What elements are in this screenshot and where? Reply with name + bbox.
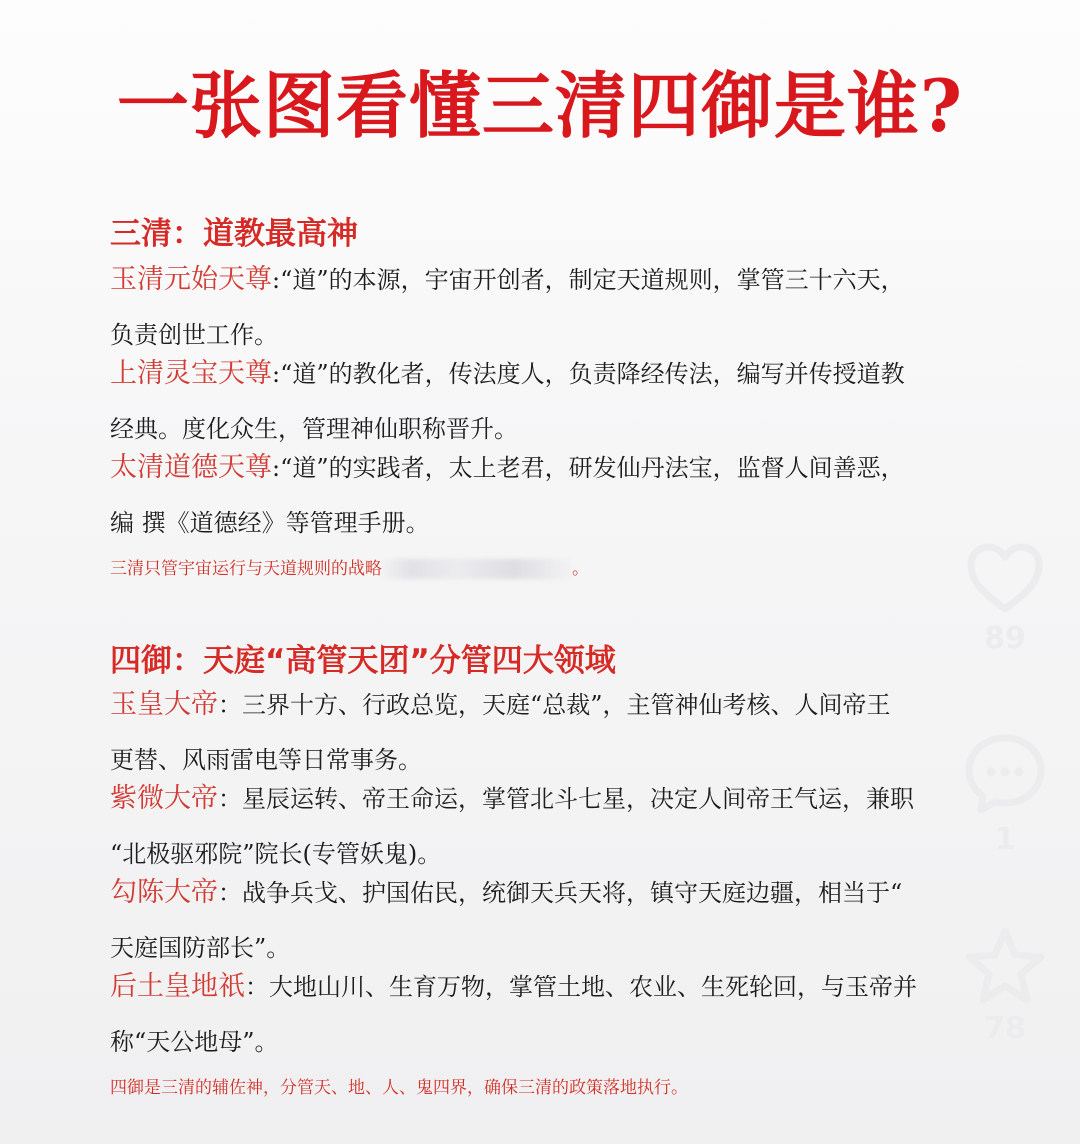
deity-name: 紫微大帝: [110, 783, 218, 814]
favorite-count: 78: [984, 1011, 1026, 1046]
deity-desc: 星辰运转、帝王命运，掌管北斗七星，决定人间帝王气运，兼职: [242, 785, 914, 813]
deity-desc: 三界十方、行政总览，天庭“总裁”，主管神仙考核、人间帝王: [242, 691, 891, 719]
deity-name: 后土皇地祇: [110, 971, 245, 1002]
comment-icon: [963, 732, 1047, 816]
siyu-heading: 四御：天庭“高管天团”分管四大领域: [110, 643, 616, 679]
like-count: 89: [984, 621, 1026, 656]
sanqing-section: [110, 208, 980, 253]
deity-name: 上清灵宝天尊: [110, 358, 272, 389]
deity-name: 勾陈大帝: [110, 877, 218, 908]
favorite-button[interactable]: [962, 925, 1048, 1046]
blurred-text: [382, 559, 572, 579]
deity-desc-cont: “北极驱邪院”院长(专管妖鬼)。: [110, 840, 442, 868]
siyu-entry-ziwei: 紫微大帝：星辰运转、帝王命运，掌管北斗七星，决定人间帝王气运，兼职 “北极驱邪院”院长(专管妖鬼)。: [110, 771, 980, 882]
deity-desc-cont: 负责创世工作。: [110, 321, 278, 349]
comment-button[interactable]: [962, 732, 1048, 857]
page-title: 一张图看懂三清四御是谁?: [116, 63, 964, 148]
deity-desc-cont: 经典。度化众生，管理神仙职称晋升。: [110, 415, 518, 443]
deity-desc: 战争兵戈、护国佑民，统御天兵天将，镇守天庭边疆，相当于“: [242, 879, 903, 907]
sanqing-entry-yuqing: 玉清元始天尊:“道”的本源，宇宙开创者，制定天道规则，掌管三十六天， 负责创世工作。: [110, 252, 980, 363]
sanqing-note: 三清只管宇宙运行与天道规则的战略 。: [110, 559, 589, 579]
deity-desc: “道”的教化者，传法度人，负责降经传法，编写并传授道教: [280, 360, 905, 388]
deity-desc: “道”的本源，宇宙开创者，制定天道规则，掌管三十六天，: [280, 266, 905, 294]
siyu-entry-gouchen: 勾陈大帝：战争兵戈、护国佑民，统御天兵天将，镇守天庭边疆，相当于“ 天庭国防部长”。: [110, 865, 980, 976]
sanqing-entry-taiqing: 太清道德天尊:“道”的实践者，太上老君，研发仙丹法宝，监督人间善恶， 编 撰《道德经》等管理手册。: [110, 440, 980, 551]
comment-count: 1: [994, 822, 1016, 857]
sanqing-entry-shangqing: 上清灵宝天尊:“道”的教化者，传法度人，负责降经传法，编写并传授道教 经典。度化众生，管理神仙职称晋升。: [110, 346, 980, 457]
deity-desc-cont: 天庭国防部长”。: [110, 934, 291, 962]
heart-icon: [965, 543, 1045, 615]
siyu-entry-houtu: 后土皇地祇：大地山川、生育万物，掌管土地、农业、生死轮回，与玉帝并 称“天公地母”。: [110, 959, 980, 1070]
deity-name: 太清道德天尊: [110, 452, 272, 483]
deity-name: 玉清元始天尊: [110, 264, 272, 295]
deity-desc-cont: 编 撰《道德经》等管理手册。: [110, 509, 430, 537]
like-button[interactable]: [962, 543, 1048, 656]
deity-desc-cont: 更替、风雨雷电等日常事务。: [110, 746, 422, 774]
sanqing-heading: 三清：道教最高神: [110, 216, 358, 252]
siyu-entry-yuhuang: 玉皇大帝：三界十方、行政总览，天庭“总裁”，主管神仙考核、人间帝王 更替、风雨雷电等日常事务。: [110, 677, 980, 788]
deity-desc: “道”的实践者，太上老君，研发仙丹法宝，监督人间善恶，: [280, 454, 905, 482]
deity-desc-cont: 称“天公地母”。: [110, 1028, 279, 1056]
deity-name: 玉皇大帝: [110, 689, 218, 720]
deity-desc: 大地山川、生育万物，掌管土地、农业、生死轮回，与玉帝并: [269, 973, 917, 1001]
siyu-note: 四御是三清的辅佐神，分管天、地、人、鬼四界，确保三清的政策落地执行。: [110, 1078, 688, 1098]
star-icon: [963, 925, 1047, 1005]
siyu-section: [110, 635, 980, 680]
